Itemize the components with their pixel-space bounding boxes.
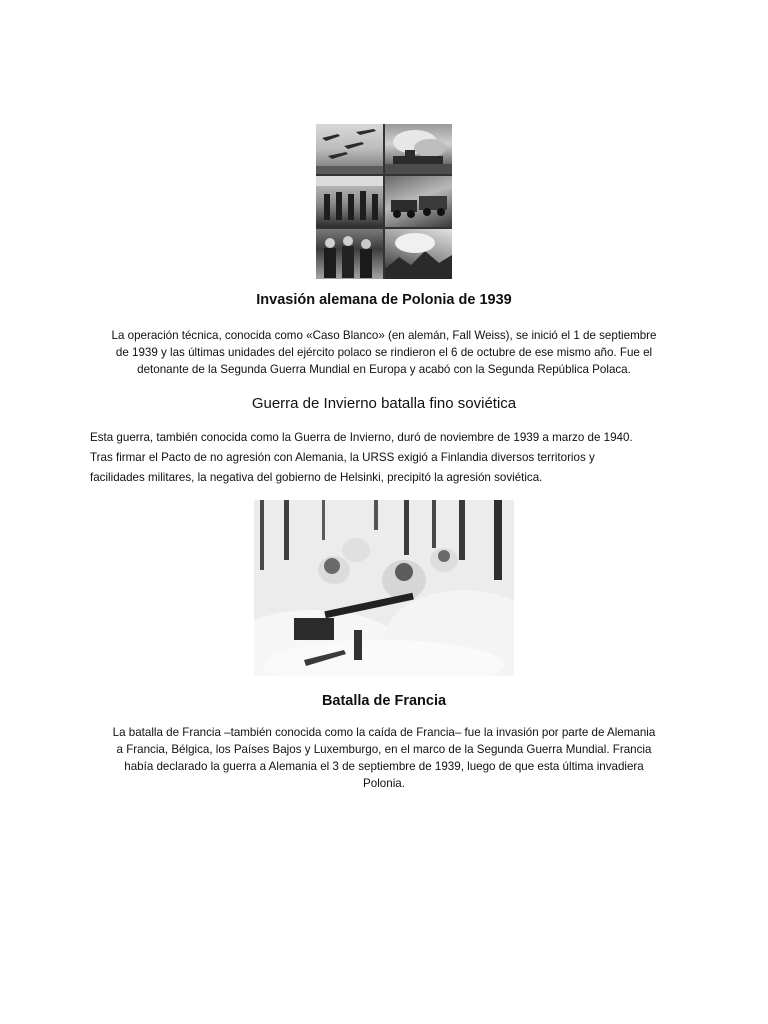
collage-tile-officers	[316, 229, 383, 279]
section-body-winter-war	[90, 428, 710, 488]
poland-invasion-photo-collage	[316, 124, 452, 279]
body-line: facilidades militares, la negativa del gobierno de Helsinki, precipitó la agresión soviética.	[90, 471, 543, 484]
section-body-france	[60, 724, 708, 792]
body-line: a Francia, Bélgica, los Países Bajos y Luxemburgo, en el marco de la Segunda Guerra Mundial. Francia	[116, 743, 652, 756]
collage-tile-ruins	[385, 229, 452, 279]
body-line: había declarado la guerra a Alemania el 3 de septiembre de 1939, luego de que esta última invadiera	[124, 760, 644, 773]
body-line: La batalla de Francia –también conocida como la caída de Francia– fue la invasión por parte de Alemania	[112, 726, 656, 739]
section-title-winter-war: Guerra de Invierno batalla fino soviética	[251, 395, 517, 412]
section-title-france: Batalla de Francia	[321, 693, 447, 709]
body-line: Polonia.	[363, 777, 405, 790]
collage-tile-ship-smoke	[385, 124, 452, 174]
collage-tile-vehicles	[385, 176, 452, 226]
section-body-poland	[60, 327, 708, 378]
collage-tile-aircraft	[316, 124, 383, 174]
body-line: detonante de la Segunda Guerra Mundial en Europa y acabó con la Segunda República Polaca.	[137, 363, 631, 376]
section-title-poland: Invasión alemana de Polonia de 1939	[256, 292, 512, 308]
body-line: La operación técnica, conocida como «Caso Blanco» (en alemán, Fall Weiss), se inició el 1 de septiembre	[111, 329, 657, 342]
winter-war-photo	[254, 500, 514, 676]
body-line: Esta guerra, también conocida como la Guerra de Invierno, duró de noviembre de 1939 a marzo de 1940.	[90, 431, 633, 444]
body-line: de 1939 y las últimas unidades del ejército polaco se rindieron el 6 de octubre de ese mismo año. Fue el	[115, 346, 653, 359]
body-line: Tras firmar el Pacto de no agresión con Alemania, la URSS exigió a Finlandia diversos territorios y	[90, 451, 595, 464]
collage-tile-soldiers-march	[316, 176, 383, 226]
